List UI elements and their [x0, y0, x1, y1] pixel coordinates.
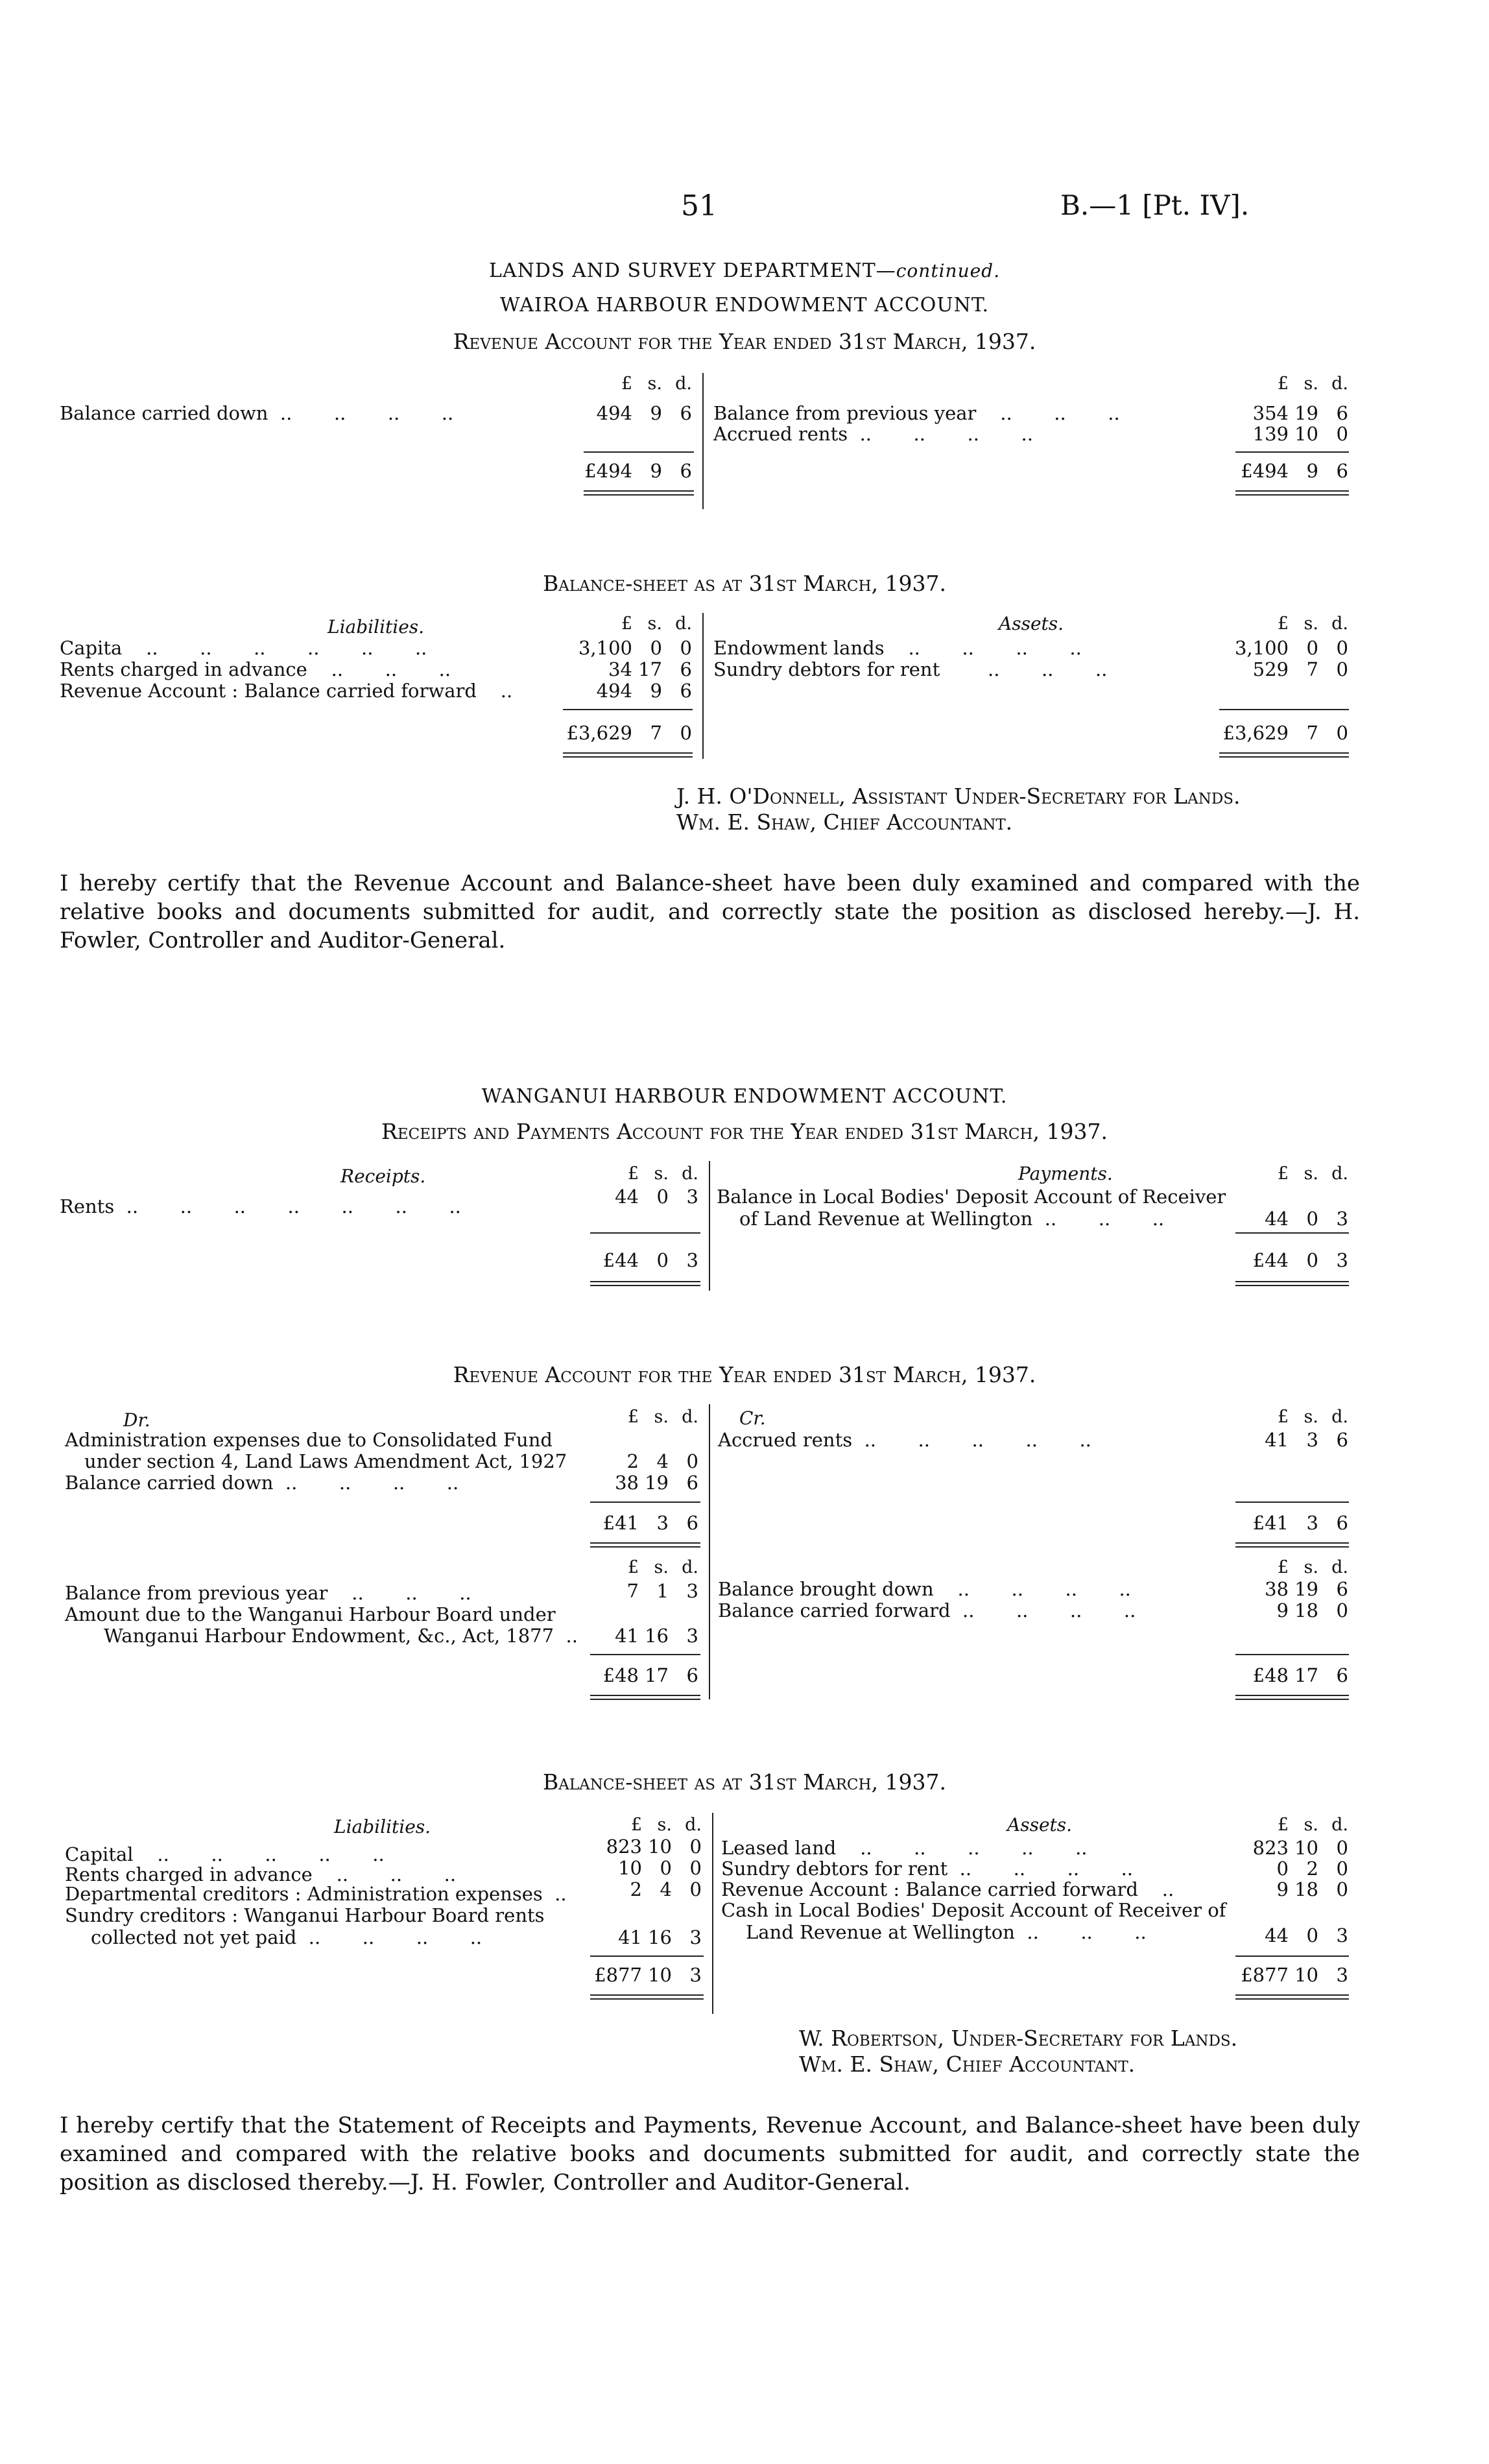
table-row: Capital .. .. .. .. .. [65, 1843, 385, 1865]
amount: 34 17 6 [608, 658, 692, 680]
assets-header: Assets. [1007, 1814, 1073, 1836]
total: £494 9 6 [1241, 460, 1348, 482]
double-rule [1235, 1285, 1349, 1286]
credit-header: Cr. [739, 1407, 766, 1429]
rule [1235, 1654, 1349, 1655]
currency-header: £ s. d. [621, 374, 692, 394]
double-rule [1235, 1546, 1349, 1548]
double-rule [1235, 1994, 1349, 1996]
total: £877 10 3 [594, 1964, 702, 1986]
currency-header: £ s. d. [627, 1407, 698, 1427]
table-row: Leased land .. .. .. .. .. [721, 1837, 1088, 1859]
rule [1235, 1501, 1349, 1503]
double-rule [1235, 1695, 1349, 1696]
table-row: Sundry debtors for rent .. .. .. .. [721, 1858, 1134, 1880]
column-divider [702, 613, 704, 759]
department-heading: LANDS AND SURVEY DEPARTMENT—continued. [489, 259, 1000, 282]
table-row: Balance carried down .. .. .. .. [65, 1472, 459, 1494]
total: £494 9 6 [584, 460, 692, 482]
amount: 44 0 3 [1265, 1208, 1348, 1230]
amount: 3,100 0 0 [578, 637, 692, 659]
table-row: Administration expenses due to Consolidated Fund [65, 1429, 553, 1451]
table-row: Balance carried down .. .. .. .. [60, 402, 454, 424]
debit-header: Dr. [123, 1409, 150, 1431]
wanganui-revenue-title: Revenue Account for the Year ended 31st March, 1937. [453, 1362, 1036, 1387]
currency-header: £ s. d. [1277, 374, 1348, 394]
double-rule [590, 1542, 700, 1544]
table-row: Sundry debtors for rent .. .. .. [713, 658, 1108, 680]
rule [584, 451, 694, 453]
double-rule [1219, 756, 1349, 758]
amount: 9 18 0 [1276, 1878, 1348, 1900]
total: £3,629 7 0 [566, 722, 692, 744]
receipts-header: Receipts. [340, 1166, 426, 1187]
amount: 9 18 0 [1276, 1599, 1348, 1621]
rule [590, 1501, 700, 1503]
currency-header: £ s. d. [1277, 614, 1348, 634]
double-rule [1235, 1998, 1349, 2000]
table-row: Land Revenue at Wellington .. .. .. [746, 1921, 1147, 1943]
table-row: Revenue Account : Balance carried forward .. [721, 1878, 1174, 1900]
wanganui-account-title: WANGANUI HARBOUR ENDOWMENT ACCOUNT. [481, 1085, 1008, 1108]
column-divider [702, 373, 704, 509]
table-row: Wanganui Harbour Endowment, &c., Act, 1877 .. [104, 1625, 578, 1647]
amount: 10 0 0 [618, 1857, 702, 1879]
currency-header: £ s. d. [1277, 1164, 1348, 1184]
table-row: Rents .. .. .. .. .. .. .. [60, 1195, 461, 1217]
wanganui-balance-sheet-title: Balance-sheet as at 31st March, 1937. [542, 1769, 947, 1795]
currency-header: £ s. d. [627, 1557, 698, 1577]
amount: 823 10 0 [606, 1836, 702, 1858]
total: £41 3 6 [602, 1512, 698, 1534]
table-row: under section 4, Land Laws Amendment Act, 1927 [84, 1450, 567, 1472]
amount: 2 4 0 [626, 1450, 698, 1472]
table-row: Revenue Account : Balance carried forward .. [60, 680, 513, 702]
table-row: of Land Revenue at Wellington .. .. .. [739, 1208, 1165, 1230]
double-rule [1235, 490, 1349, 492]
total: £877 10 3 [1241, 1964, 1348, 1986]
double-rule [590, 1695, 700, 1696]
double-rule [563, 756, 693, 758]
double-rule [590, 1699, 700, 1700]
column-divider [709, 1161, 710, 1291]
currency-header: £ s. d. [1277, 1407, 1348, 1427]
table-row: Balance in Local Bodies' Deposit Account of Receiver [717, 1186, 1226, 1208]
double-rule [590, 1994, 704, 1996]
double-rule [1235, 1542, 1349, 1544]
amount: 7 1 3 [626, 1580, 698, 1602]
rule [1219, 709, 1349, 710]
amount: 139 10 0 [1252, 423, 1348, 445]
amount: 44 0 3 [1265, 1924, 1348, 1946]
table-row: Balance from previous year .. .. .. [65, 1582, 471, 1604]
table-row: Accrued rents .. .. .. .. .. [718, 1429, 1091, 1451]
amount: 354 19 6 [1252, 402, 1348, 424]
currency-header: £ s. d. [630, 1815, 702, 1835]
table-row: Rents charged in advance .. .. .. [65, 1863, 457, 1885]
rule [1235, 1956, 1349, 1957]
table-row: collected not yet paid .. .. .. .. [91, 1926, 482, 1948]
currency-header: £ s. d. [621, 614, 692, 634]
amount: 38 19 6 [1265, 1578, 1348, 1600]
amount: 41 16 3 [615, 1625, 698, 1647]
page-number: 51 [681, 189, 717, 222]
wanganui-receipts-title: Receipts and Payments Account for the Year ended 31st March, 1937. [381, 1119, 1108, 1144]
table-row: Rents charged in advance .. .. .. [60, 658, 451, 680]
amount: 41 3 6 [1265, 1429, 1348, 1451]
wairoa-balance-sheet-title: Balance-sheet as at 31st March, 1937. [542, 571, 947, 596]
wairoa-revenue-title: Revenue Account for the Year ended 31st March, 1937. [453, 329, 1036, 354]
amount: 0 2 0 [1276, 1858, 1348, 1880]
amount: 823 10 0 [1252, 1837, 1348, 1859]
table-row: Amount due to the Wanganui Harbour Board under [65, 1603, 556, 1625]
double-rule [590, 1546, 700, 1548]
signature-line: Wm. E. Shaw, Chief Accountant. [799, 2051, 1136, 2077]
table-row: Accrued rents .. .. .. .. [713, 423, 1033, 445]
total: £48 17 6 [602, 1664, 698, 1686]
liabilities-header: Liabilities. [334, 1816, 431, 1837]
audit-certificate: I hereby certify that the Statement of Receipts and Payments, Revenue Account, and Balance-sheet have been duly examined and compared with the relative books and documents submitted for audit, and correctly state the position as disclosed thereby.—J. H. Fowler, Controller and Auditor-General. [60, 2112, 1360, 2195]
table-row: Balance from previous year .. .. .. [713, 402, 1120, 424]
rule [1235, 1232, 1349, 1234]
rule [590, 1956, 704, 1957]
double-rule [563, 752, 693, 754]
signature-line: Wm. E. Shaw, Chief Accountant. [676, 809, 1013, 835]
total: £44 0 3 [1252, 1249, 1348, 1271]
rule [1235, 451, 1349, 453]
amount: 44 0 3 [615, 1186, 698, 1208]
double-rule [590, 1285, 700, 1286]
assets-header: Assets. [999, 613, 1064, 634]
amount: 494 9 6 [596, 680, 692, 702]
document-reference: B.—1 [Pt. IV]. [1060, 189, 1250, 221]
table-row: Cash in Local Bodies' Deposit Account of Receiver of [721, 1899, 1226, 1921]
amount: 38 19 6 [615, 1472, 698, 1494]
amount: 3,100 0 0 [1234, 637, 1348, 659]
signature-line: J. H. O'Donnell, Assistant Under-Secretary for Lands. [676, 783, 1241, 809]
double-rule [1219, 752, 1349, 754]
payments-header: Payments. [1018, 1163, 1113, 1184]
total: £3,629 7 0 [1222, 722, 1348, 744]
double-rule [1235, 1281, 1349, 1282]
double-rule [1235, 1699, 1349, 1700]
rule [590, 1654, 700, 1655]
double-rule [584, 494, 694, 496]
amount: 529 7 0 [1252, 658, 1348, 680]
total: £41 3 6 [1252, 1512, 1348, 1534]
audit-certificate: I hereby certify that the Revenue Account and Balance-sheet have been duly examined and compared with the relative books and documents submitted for audit, and correctly state the position as disclosed hereby.—J. H. Fowler, Controller and Auditor-General. [60, 870, 1360, 953]
table-row: Capita .. .. .. .. .. .. [60, 637, 427, 659]
rule [590, 1232, 700, 1234]
column-divider [709, 1404, 710, 1699]
double-rule [1235, 494, 1349, 496]
signature-line: W. Robertson, Under-Secretary for Lands. [799, 2026, 1238, 2051]
column-divider [712, 1813, 713, 2014]
table-row: Endowment lands .. .. .. .. [713, 637, 1082, 659]
amount: 41 16 3 [618, 1926, 702, 1948]
rule [563, 709, 693, 710]
liabilities-header: Liabilities. [328, 616, 425, 638]
double-rule [590, 1998, 704, 2000]
wairoa-account-title: WAIROA HARBOUR ENDOWMENT ACCOUNT. [499, 294, 990, 317]
total: £44 0 3 [602, 1249, 698, 1271]
amount: 2 4 0 [630, 1878, 702, 1900]
currency-header: £ s. d. [1277, 1815, 1348, 1835]
total: £48 17 6 [1252, 1664, 1348, 1686]
table-row: Balance brought down .. .. .. .. [718, 1578, 1131, 1600]
table-row: Sundry creditors : Wanganui Harbour Board rents [65, 1904, 545, 1926]
double-rule [590, 1281, 700, 1282]
double-rule [584, 490, 694, 492]
currency-header: £ s. d. [627, 1164, 698, 1184]
amount: 494 9 6 [596, 402, 692, 424]
table-row: Departmental creditors : Administration expenses .. [65, 1883, 567, 1905]
table-row: Balance carried forward .. .. .. .. [718, 1599, 1136, 1621]
currency-header: £ s. d. [1277, 1557, 1348, 1577]
